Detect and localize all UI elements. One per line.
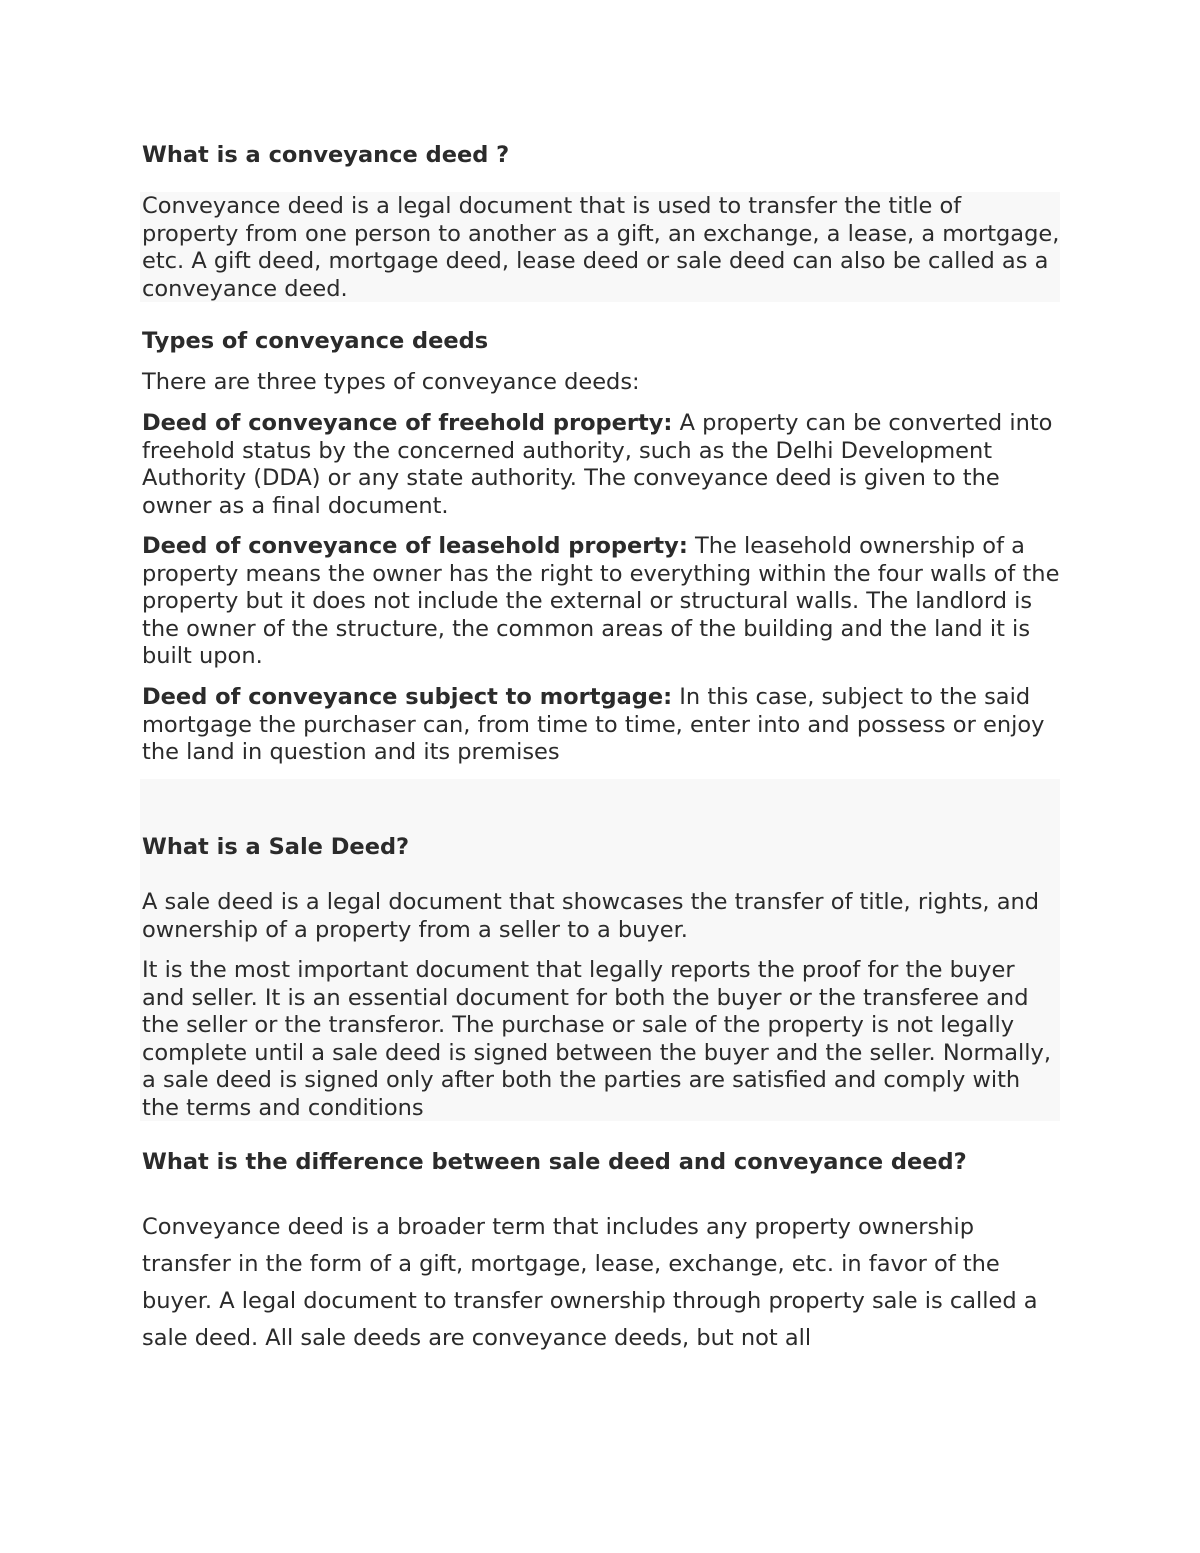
types-heading: Types of conveyance deeds	[142, 328, 489, 354]
difference-heading: What is the difference between sale deed and conveyance deed?	[142, 1149, 967, 1175]
type-term-freehold: Deed of conveyance of freehold property:	[142, 410, 673, 436]
type-term-leasehold: Deed of conveyance of leasehold property:	[142, 533, 688, 559]
conveyance-heading: What is a conveyance deed ?	[142, 142, 510, 168]
type-text-freehold: A property can be converted into freehold status by the concerned authority, such as the Delhi Development Authority (DDA) or any state authority. The conveyance deed is given to the owner as a final document.	[142, 410, 1053, 519]
type-item-freehold	[142, 410, 1062, 520]
types-intro: There are three types of conveyance deeds:	[142, 369, 640, 395]
type-item-leasehold	[142, 533, 1062, 671]
conveyance-intro: Conveyance deed is a legal document that is used to transfer the title of property from one person to another as a gift, an exchange, a lease, a mortgage, etc. A gift deed, mortgage deed, lease deed or sale deed can also be called as a conveyance deed.	[142, 193, 1060, 302]
sale-paragraph-2: It is the most important document that legally reports the proof for the buyer and seller. It is an essential document for both the buyer or the transferee and the seller or the transferor. The purchase or sale of the property is not legally complete until a sale deed is signed between the buyer and the seller. Normally, a sale deed is signed only after both the parties are satisfied and comply with the terms and conditions	[142, 957, 1051, 1121]
type-item-mortgage	[142, 684, 1062, 767]
type-text-leasehold: The leasehold ownership of a property means the owner has the right to everything within the four walls of the property but it does not include the external or structural walls. The landlord is the owner of the structure, the common areas of the building and the land it is built upon.	[142, 533, 1060, 669]
type-term-mortgage: Deed of conveyance subject to mortgage:	[142, 684, 673, 710]
sale-heading: What is a Sale Deed?	[142, 834, 410, 860]
type-text-mortgage: In this case, subject to the said mortgage the purchaser can, from time to time, enter into and possess or enjoy the land in question and its premises	[142, 684, 1045, 765]
difference-text: Conveyance deed is a broader term that includes any property ownership transfer in the form of a gift, mortgage, lease, exchange, etc. in favor of the buyer. A legal document to transfer ownership through property sale is called a sale deed. All sale deeds are conveyance deeds, but not all	[142, 1214, 1038, 1351]
sale-paragraph-1: A sale deed is a legal document that showcases the transfer of title, rights, and ownership of a property from a seller to a buyer.	[142, 889, 1040, 943]
